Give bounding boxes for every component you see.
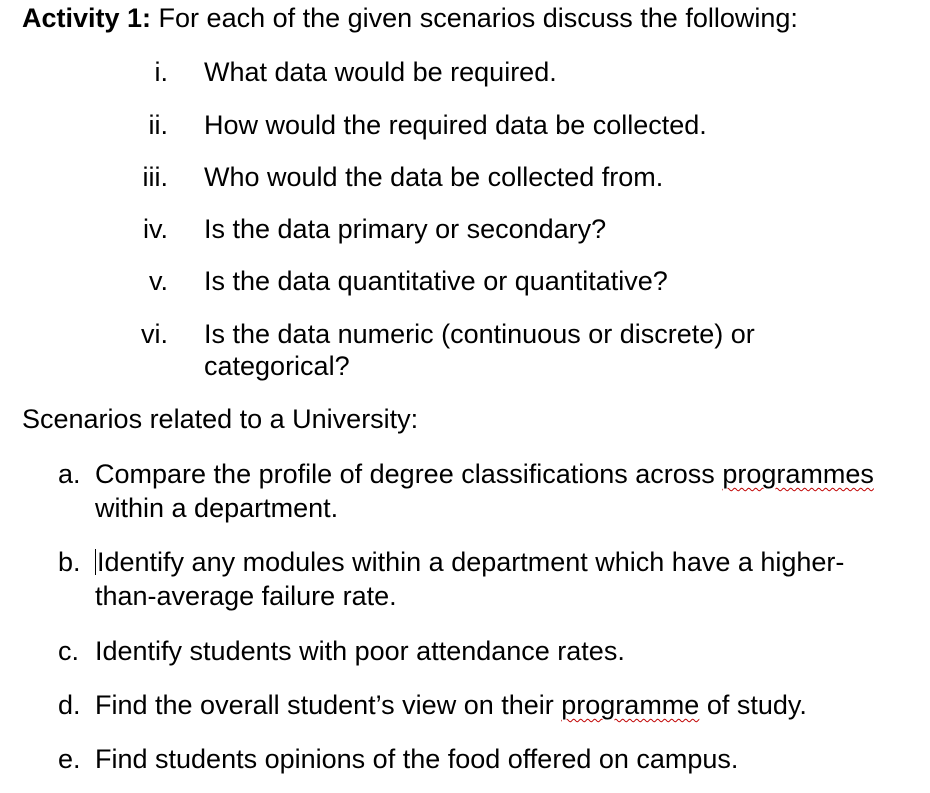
list-marker: vi. <box>141 319 168 349</box>
list-item-text <box>95 457 915 525</box>
list-item-text: Find students opinions of the food offered on campus. <box>95 744 739 774</box>
spelling-flagged-word: programmes <box>722 459 874 489</box>
list-marker: i. <box>154 57 168 87</box>
list-marker: d. <box>58 690 81 720</box>
text-segment: Find the overall student’s view on their <box>95 690 562 720</box>
scenarios-heading: Scenarios related to a University: <box>22 404 419 434</box>
list-marker: c. <box>58 636 80 666</box>
text-segment: within a department. <box>95 493 339 523</box>
activity-heading <box>22 0 798 36</box>
activity-label: Activity 1: <box>22 3 152 33</box>
spelling-flagged-word: programme <box>561 690 700 720</box>
list-item-text: How would the required data be collected. <box>204 110 707 140</box>
list-marker: iii. <box>142 162 168 192</box>
text-cursor <box>95 549 96 575</box>
list-item-text: Who would the data be collected from. <box>204 162 664 192</box>
list-marker: v. <box>149 266 168 296</box>
list-item-text <box>95 688 915 722</box>
activity-instruction: For each of the given scenarios discuss the following: <box>151 3 798 33</box>
list-item-text: Identify students with poor attendance rates. <box>95 636 625 666</box>
list-item-text: Is the data quantitative or quantitative? <box>204 266 668 296</box>
list-marker: iv. <box>143 214 168 244</box>
list-item-text: Is the data numeric (continuous or discrete) or categorical? <box>204 319 755 381</box>
text-segment: Compare the profile of degree classifications across <box>95 459 723 489</box>
text-segment: of study. <box>699 690 807 720</box>
list-marker: a. <box>58 459 81 489</box>
list-item-text: Is the data primary or secondary? <box>204 214 607 244</box>
list-marker: ii. <box>148 110 168 140</box>
list-item-text: What data would be required. <box>204 57 557 87</box>
list-marker: e. <box>58 744 81 774</box>
text-segment: Identify any modules within a department which have a higher-than-average failure rate. <box>95 547 845 611</box>
list-marker: b. <box>58 547 81 577</box>
list-item-text <box>95 545 885 613</box>
